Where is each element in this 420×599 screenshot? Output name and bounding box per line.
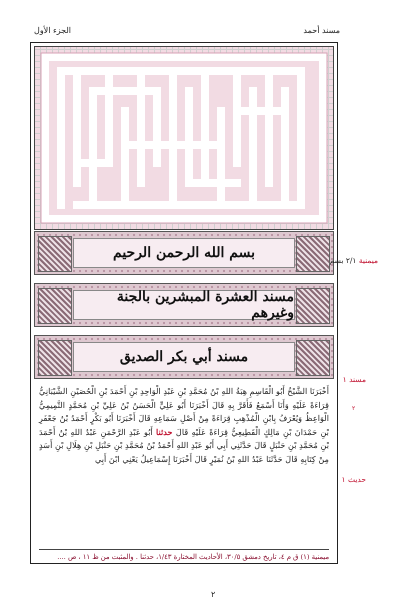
basmala-band — [34, 231, 334, 275]
footnote: ميمنية (١) ق م ٤، تاريخ دمشق ٣٠/٥، الأحاديث المختارة ١/٤٣، حدثنا . والمثبت من ظ ١١ ، ص .... — [39, 549, 329, 561]
page-frame — [30, 42, 338, 599]
square-kufic-calligraphy-icon — [34, 46, 334, 230]
margin-musnad-label: مسند ١ — [342, 375, 366, 384]
text-line: التَّمِيمِيُّ الْوَاعِظُ وَيُعْرَفُ بِابْنِ الْمُذْهِبِ قِرَاءَةً مِنْ أَصْلِ سَمَاعِهِ قَالَ أَخْبَرَنَا أَبُو بَكْرٍ — [39, 399, 329, 424]
margin-edition-value: ٢/١ بسم — [329, 256, 357, 265]
ornament-right-icon — [296, 288, 330, 324]
hadith-chain-text — [39, 385, 329, 467]
margin-edition-note — [330, 256, 378, 265]
text-line: أَحْمَدُ بْنُ جَعْفَرِ بْنِ حَمْدَانَ بْنِ مَالِكٍ الْقَطِيعِيُّ قِرَاءَةً عَلَيْهِ قَالَ — [39, 413, 329, 437]
book-title: مسند أحمد — [303, 26, 340, 35]
text-line: هِلَالِ بْنِ أَسَدٍ مِنْ كِتَابِهِ قَالَ حَدَّثَنَا عَبْدُ اللهِ بْنُ نُمَيْرٍ قَالَ أَخْبَرَنَا إِسْمَاعِيلُ يَعْنِي ابْنَ أَبِي — [39, 440, 329, 464]
margin-marker: ٢ — [352, 405, 356, 412]
text-line: الشَّيْبَانِيُّ قِرَاءَةً عَلَيْهِ وَأَنَا أَسْمَعُ فَأَقَرَّ بِهِ قَالَ أَخْبَرَنَا أَبُو عَلِيٍّ الْحَسَنُ بْنُ عَلِيِّ بْنِ مُحَمَّدٍ — [39, 386, 329, 410]
ornament-left-icon — [38, 236, 72, 272]
hadith-marker-word: حدثنا — [156, 426, 173, 437]
text-line: أَخْبَرَنَا الشَّيْخُ أَبُو الْقَاسِمِ هِبَةُ اللهِ بْنُ مُحَمَّدِ بْنِ عَبْدِ الْوَاحِدِ بْنِ أَحْمَدَ بْنِ الْحُصَيْنِ — [70, 386, 330, 396]
margin-hadith-label: حديث ١ — [341, 475, 366, 484]
page-header — [34, 26, 340, 40]
section-title-text: مسند العشرة المبشرين بالجنة وغيرهم — [73, 290, 295, 320]
ornament-right-icon — [296, 340, 330, 376]
volume-label: الجزء الأول — [34, 26, 72, 35]
ornament-left-icon — [38, 340, 72, 376]
ornament-right-icon — [296, 236, 330, 272]
musnad-title-text: مسند أبي بكر الصديق — [73, 342, 295, 372]
ornament-left-icon — [38, 288, 72, 324]
musnad-title-band — [34, 335, 334, 379]
margin-edition-label: ميمنية — [358, 256, 378, 265]
page-number: ٢ — [211, 590, 216, 599]
basmala-text: بسم الله الرحمن الرحيم — [73, 238, 295, 268]
text-line: أَبُو عَبْدِ الرَّحْمَنِ — [100, 426, 153, 437]
text-line: عَبْدُ اللهِ بْنُ أَحْمَدَ بْنِ مُحَمَّدِ بْنِ حَنْبَلٍ قَالَ حَدَّثَنِي أَبِي أَبُو عَبْدِ اللهِ أَحْمَدُ بْنُ مُحَمَّدِ بْنِ حَنْبَلِ بْنِ — [39, 426, 329, 451]
section-title-band — [34, 283, 334, 327]
